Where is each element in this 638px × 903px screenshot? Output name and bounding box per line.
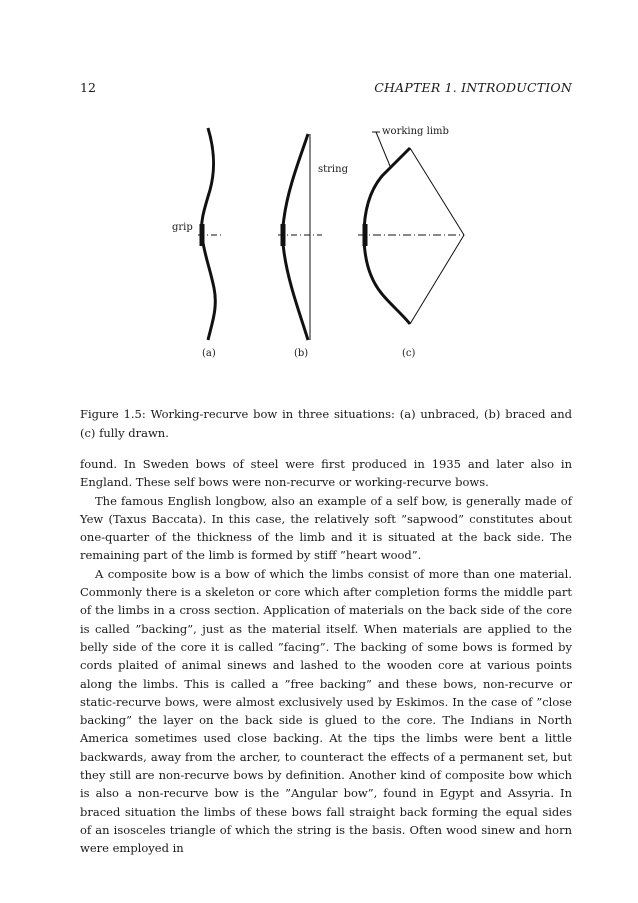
panel-a-label: (a) [202,348,216,359]
body-text [80,455,572,858]
bow-figure [150,118,490,380]
panel-b-label: (b) [294,348,309,359]
bow-b-limb [283,134,309,340]
paragraph: found. In Sweden bows of steel were first produced in 1935 and later also in England. These self bows were non-recurve or working-recurve bows. [80,457,572,490]
paragraph: The famous English longbow, also an example of a self bow, is generally made of Yew (Taxus Baccata). In this case, the relatively soft ”sapwood” constitutes about one-quarter of the thickness of the limb and it is situated at the back side. The remaining part of the limb is formed by stiff ”heart wood”. [80,493,572,563]
paragraph: A composite bow is a bow of which the limbs consist of more than one material. Commonly there is a skeleton or core which after completion forms the middle part of the limbs in a cross section. Application of materials on the back side of the core is called ”backing”, just as the material itself. When materials are applied to the belly side of the core it is called ”facing”. The backing of some bows is formed by cords plaited of animal sinews and lashed to the wooden core at various points along the limbs. This is called a ”free backing” and these bows, non-recurve or static-recurve bows, were almost exclusively used by Eskimos. In the case of ”close backing” the layer on the back side is glued to the core. The Indians in North America sometimes used close backing. At the tips the limbs were bent a little backwards, away from the archer, to counteract the effects of a permanent set, but they still are non-recurve bows by definition. Another kind of composite bow which is also a non-recurve bow is the ”Angular bow”, found in Egypt and Assyria. In braced situation the limbs of these bows fall straight back forming the equal sides of an isosceles triangle of which the string is the basis. Often wood sinew and horn were employed in [80,566,572,856]
page-number: 12 [80,80,96,95]
grip-label: grip [172,222,193,233]
panel-c-label: (c) [402,348,416,359]
bow-c-string [410,148,464,324]
figure-caption: Figure 1.5: Working-recurve bow in three situations: (a) unbraced, (b) braced and (c) fully drawn. [80,407,572,440]
bow-diagram [150,118,490,380]
string-label: string [318,164,348,175]
working-limb-pointer [376,132,390,166]
running-head: CHAPTER 1. INTRODUCTION [374,80,572,95]
working-limb-label: working limb [382,126,449,137]
bow-c-limb [364,148,410,324]
